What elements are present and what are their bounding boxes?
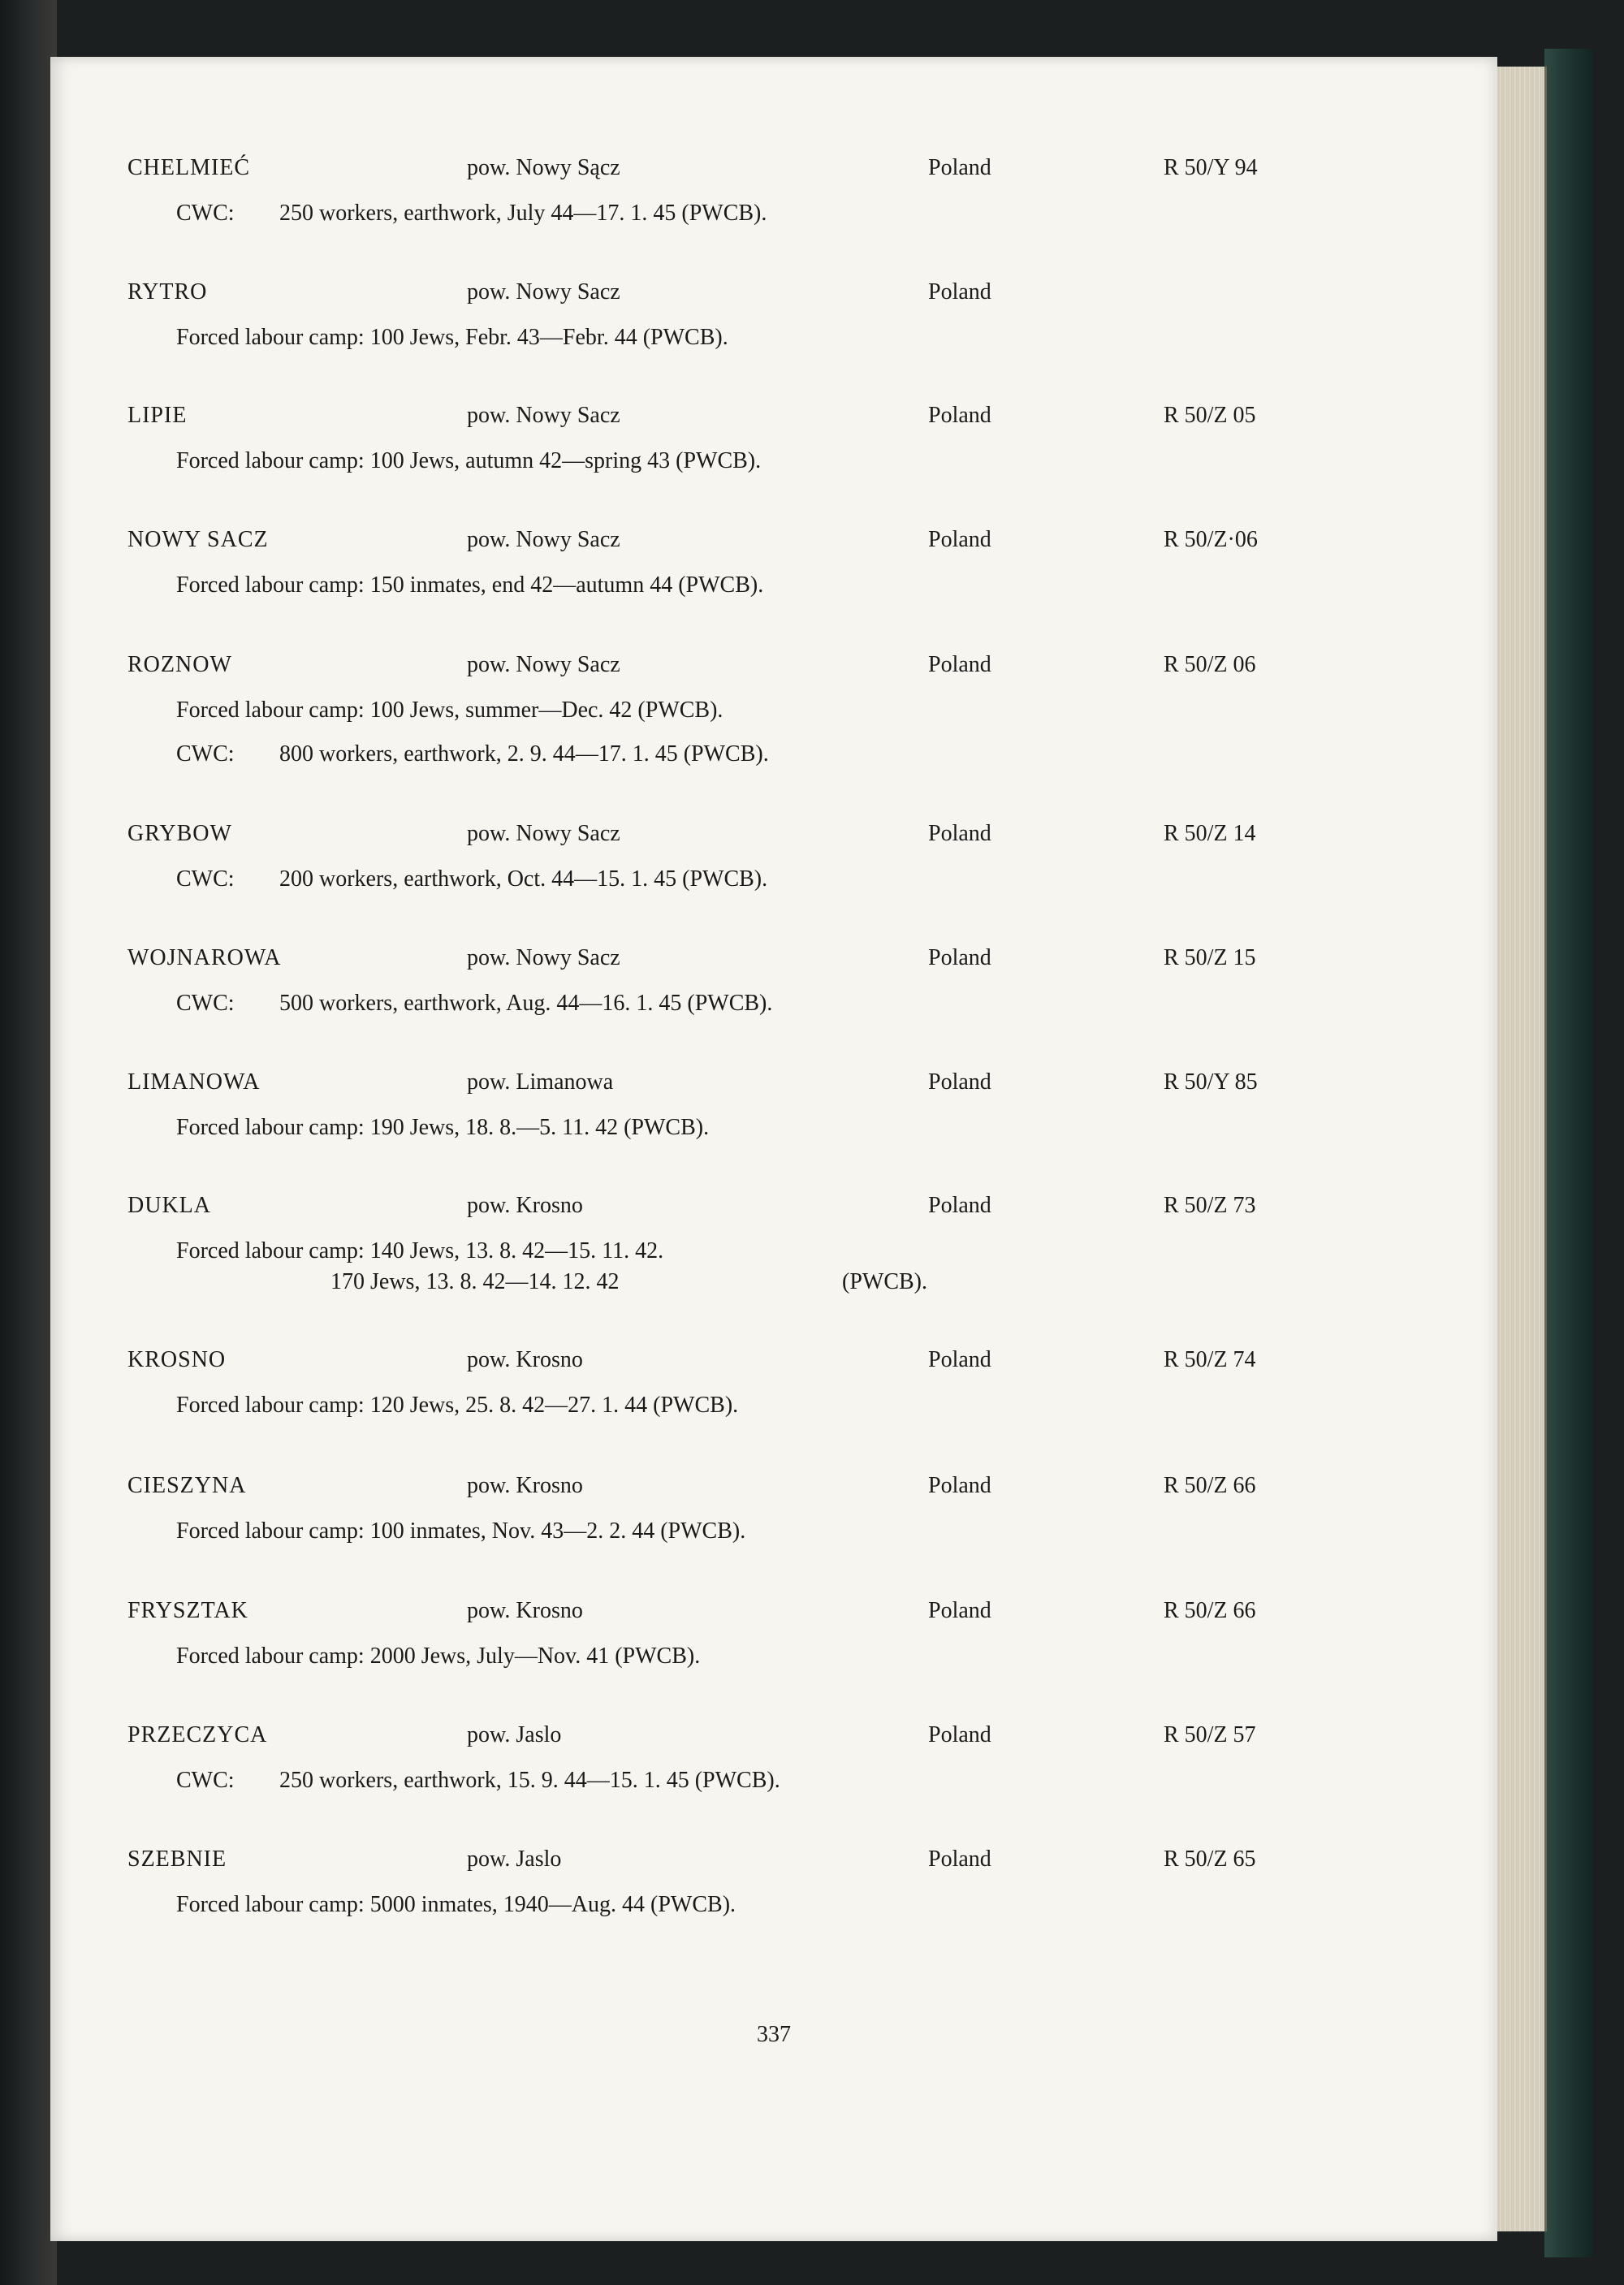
country-name: Poland — [928, 1598, 991, 1623]
entry — [127, 940, 1329, 1022]
entry-description — [127, 693, 1329, 728]
entry-heading — [127, 150, 1329, 186]
district-name: pow. Krosno — [467, 1473, 583, 1498]
camp-details: 140 Jews, 13. 8. 42—15. 11. 42. — [364, 1238, 664, 1263]
place-name: DUKLA — [127, 1193, 211, 1218]
camp-type-label: Forced labour camp: — [176, 1518, 365, 1544]
camp-type-label: CWC: — [176, 1768, 235, 1793]
entry-heading — [127, 274, 1329, 310]
entry-description — [127, 1887, 1329, 1923]
country-name: Poland — [928, 652, 991, 677]
place-name: KROSNO — [127, 1347, 227, 1372]
country-name: Poland — [928, 821, 991, 846]
camp-details: 100 Jews, autumn 42—spring 43 (PWCB). — [364, 448, 762, 473]
camp-details: 2000 Jews, July—Nov. 41 (PWCB). — [364, 1644, 701, 1669]
source-reference: (PWCB). — [842, 1269, 927, 1294]
grid-reference: R 50/Z·06 — [1164, 527, 1258, 552]
entry — [127, 1188, 1329, 1300]
entry-heading — [127, 1342, 1329, 1378]
camp-details: 150 inmates, end 42—autumn 44 (PWCB). — [364, 572, 764, 598]
camp-type-label: Forced labour camp: — [176, 1115, 365, 1140]
book-binding — [1544, 49, 1593, 2257]
place-name: CHELMIEĆ — [127, 155, 251, 180]
district-name: pow. Nowy Sacz — [467, 652, 620, 677]
entry-heading — [127, 940, 1329, 976]
entry-description — [127, 443, 1329, 479]
country-name: Poland — [928, 527, 991, 552]
entry — [127, 1842, 1329, 1923]
entry-description — [127, 1388, 1329, 1423]
camp-details: 5000 inmates, 1940—Aug. 44 (PWCB). — [364, 1892, 736, 1917]
camp-type-label: Forced labour camp: — [176, 572, 365, 598]
entry-description — [127, 736, 1329, 772]
book-cover-edge — [0, 0, 57, 2285]
country-name: Poland — [928, 403, 991, 428]
camp-type-label: Forced labour camp: — [176, 325, 365, 350]
district-name: pow. Nowy Sacz — [467, 403, 620, 428]
place-name: FRYSZTAK — [127, 1598, 248, 1623]
entry-description — [127, 568, 1329, 603]
grid-reference: R 50/Z 74 — [1164, 1347, 1256, 1372]
entry — [127, 398, 1329, 479]
entry-heading — [127, 1593, 1329, 1629]
entry-description — [127, 320, 1329, 356]
country-name: Poland — [928, 1069, 991, 1095]
entry — [127, 1065, 1329, 1146]
place-name: CIESZYNA — [127, 1473, 247, 1498]
place-name: RYTRO — [127, 279, 208, 305]
grid-reference: R 50/Y 85 — [1164, 1069, 1258, 1095]
place-name: ROZNOW — [127, 652, 232, 677]
book-page — [50, 57, 1497, 2241]
country-name: Poland — [928, 1193, 991, 1218]
grid-reference: R 50/Z 73 — [1164, 1193, 1256, 1218]
entries-list — [50, 57, 1497, 2241]
entry-description-continuation — [127, 1264, 1329, 1300]
entry — [127, 1342, 1329, 1423]
grid-reference: R 50/Z 57 — [1164, 1722, 1256, 1747]
camp-details: 250 workers, earthwork, July 44—17. 1. 45 (PWCB). — [274, 201, 767, 226]
camp-details: 200 workers, earthwork, Oct. 44—15. 1. 45 (PWCB). — [274, 866, 768, 892]
district-name: pow. Krosno — [467, 1193, 583, 1218]
grid-reference: R 50/Z 14 — [1164, 821, 1256, 846]
place-name: GRYBOW — [127, 821, 232, 846]
entry — [127, 522, 1329, 603]
entry-heading — [127, 1188, 1329, 1224]
entry — [127, 1717, 1329, 1799]
district-name: pow. Nowy Sacz — [467, 527, 620, 552]
grid-reference: R 50/Z 06 — [1164, 652, 1256, 677]
country-name: Poland — [928, 1347, 991, 1372]
grid-reference: R 50/Y 94 — [1164, 155, 1258, 180]
camp-type-label: Forced labour camp: — [176, 448, 365, 473]
place-name: SZEBNIE — [127, 1847, 227, 1872]
district-name: pow. Jaslo — [467, 1847, 562, 1872]
camp-type-label: CWC: — [176, 866, 235, 892]
camp-type-label: Forced labour camp: — [176, 1892, 365, 1917]
camp-details: 190 Jews, 18. 8.—5. 11. 42 (PWCB). — [364, 1115, 710, 1140]
camp-details: 500 workers, earthwork, Aug. 44—16. 1. 45 (PWCB). — [274, 991, 773, 1016]
camp-type-label: CWC: — [176, 741, 235, 767]
entry — [127, 816, 1329, 897]
camp-details: 250 workers, earthwork, 15. 9. 44—15. 1. 45 (PWCB). — [274, 1768, 780, 1793]
entry-heading — [127, 1468, 1329, 1504]
camp-details: 800 workers, earthwork, 2. 9. 44—17. 1. 45 (PWCB). — [274, 741, 769, 767]
entry — [127, 1593, 1329, 1674]
entry-description — [127, 986, 1329, 1022]
district-name: pow. Nowy Sącz — [467, 155, 620, 180]
camp-type-label: Forced labour camp: — [176, 1393, 365, 1418]
entry — [127, 274, 1329, 356]
country-name: Poland — [928, 1473, 991, 1498]
place-name: PRZECZYCA — [127, 1722, 268, 1747]
entry-description — [127, 1514, 1329, 1549]
camp-details: 100 inmates, Nov. 43—2. 2. 44 (PWCB). — [364, 1518, 746, 1544]
entry-heading — [127, 1065, 1329, 1100]
grid-reference: R 50/Z 65 — [1164, 1847, 1256, 1872]
country-name: Poland — [928, 155, 991, 180]
place-name: NOWY SACZ — [127, 527, 269, 552]
entry — [127, 647, 1329, 772]
district-name: pow. Limanowa — [467, 1069, 614, 1095]
camp-details: 170 Jews, 13. 8. 42—14. 12. 42 — [330, 1269, 620, 1294]
country-name: Poland — [928, 945, 991, 970]
entry-heading — [127, 522, 1329, 558]
entry-heading — [127, 816, 1329, 852]
grid-reference: R 50/Z 15 — [1164, 945, 1256, 970]
camp-type-label: Forced labour camp: — [176, 698, 365, 723]
entry-description — [127, 1639, 1329, 1674]
district-name: pow. Krosno — [467, 1598, 583, 1623]
country-name: Poland — [928, 279, 991, 305]
grid-reference: R 50/Z 05 — [1164, 403, 1256, 428]
district-name: pow. Nowy Sacz — [467, 821, 620, 846]
place-name: LIPIE — [127, 403, 188, 428]
district-name: pow. Nowy Sacz — [467, 945, 620, 970]
camp-type-label: Forced labour camp: — [176, 1644, 365, 1669]
entry — [127, 1468, 1329, 1549]
camp-details: 100 Jews, summer—Dec. 42 (PWCB). — [364, 698, 723, 723]
entry-description — [127, 862, 1329, 897]
country-name: Poland — [928, 1722, 991, 1747]
camp-type-label: CWC: — [176, 201, 235, 226]
place-name: WOJNAROWA — [127, 945, 282, 970]
entry-heading — [127, 647, 1329, 683]
district-name: pow. Jaslo — [467, 1722, 562, 1747]
entry-description — [127, 196, 1329, 231]
district-name: pow. Krosno — [467, 1347, 583, 1372]
entry-description — [127, 1763, 1329, 1799]
place-name: LIMANOWA — [127, 1069, 261, 1095]
entry — [127, 150, 1329, 231]
grid-reference: R 50/Z 66 — [1164, 1473, 1256, 1498]
camp-type-label: Forced labour camp: — [176, 1238, 365, 1263]
camp-details: 100 Jews, Febr. 43—Febr. 44 (PWCB). — [364, 325, 728, 350]
camp-type-label: CWC: — [176, 991, 235, 1016]
page-edges — [1497, 67, 1547, 2231]
district-name: pow. Nowy Sacz — [467, 279, 620, 305]
grid-reference: R 50/Z 66 — [1164, 1598, 1256, 1623]
entry-heading — [127, 1842, 1329, 1877]
entry-heading — [127, 1717, 1329, 1753]
country-name: Poland — [928, 1847, 991, 1872]
entry-heading — [127, 398, 1329, 434]
entry-description — [127, 1110, 1329, 1146]
camp-details: 120 Jews, 25. 8. 42—27. 1. 44 (PWCB). — [364, 1393, 739, 1418]
page-number: 337 — [757, 2022, 791, 2047]
